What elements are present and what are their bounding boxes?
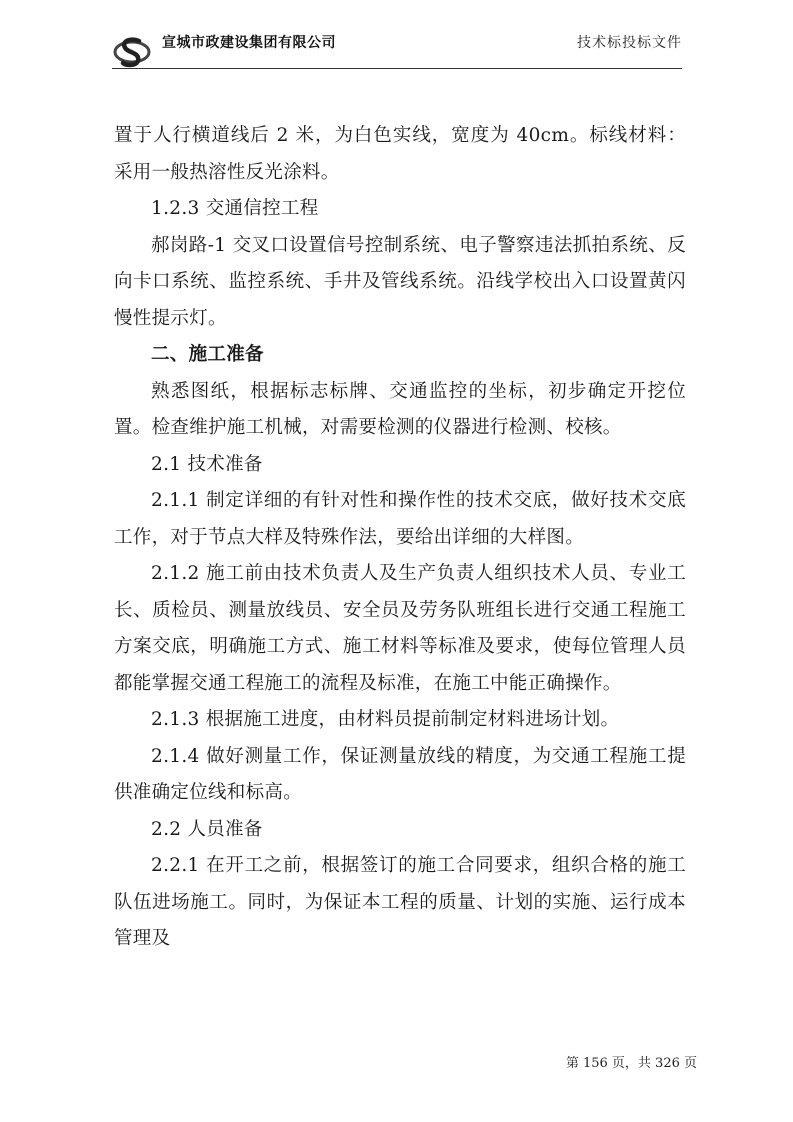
- paragraph: 置于人行横道线后 2 米，为白色实线，宽度为 40cm。标线材料：采用一般热溶性反光涂料。: [114, 125, 686, 183]
- paragraph: 郝岗路-1 交叉口设置信号控制系统、电子警察违法抓拍系统、反向卡口系统、监控系统、手井及管线系统。沿线学校出入口设置黄闪慢性提示灯。: [114, 234, 686, 329]
- paragraph: 2.1.3 根据施工进度，由材料员提前制定材料进场计划。: [151, 709, 620, 730]
- document-type: 技术标投标文件: [577, 35, 682, 51]
- company-logo-s-icon: [112, 32, 152, 72]
- paragraph: 熟悉图纸，根据标志标牌、交通监控的坐标，初步确定开挖位置。检查维护施工机械，对需要检测的仪器进行检测、校核。: [114, 380, 686, 438]
- paragraph: 2.2.1 在开工之前，根据签订的施工合同要求，组织合格的施工队伍进场施工。同时，为保证本工程的质量、计划的实施、运行成本管理及: [114, 855, 686, 949]
- paragraph: 2.1.4 做好测量工作，保证测量放线的精度，为交通工程施工提供准确定位线和标高。: [114, 745, 686, 803]
- paragraph: 2.1.1 制定详细的有针对性和操作性的技术交底，做好技术交底工作，对于节点大样及特殊作法，要给出详细的大样图。: [114, 490, 686, 548]
- company-name: 宣城市政建设集团有限公司: [162, 35, 336, 51]
- body-text: [114, 118, 686, 958]
- section-heading: 2.2 人员准备: [151, 818, 263, 840]
- chapter-heading: 二、施工准备: [151, 344, 264, 365]
- page-number: 第 156 页，共 326 页: [565, 1056, 697, 1071]
- paragraph: 2.1.2 施工前由技术负责人及生产负责人组织技术人员、专业工长、质检员、测量放线员、安全员及劳务队班组长进行交通工程施工方案交底，明确施工方式、施工材料等标准及要求，使每位管理人员都能掌握交通工程施工的流程及标准，在施工中能正确操作。: [114, 563, 686, 694]
- page-header: [112, 28, 682, 68]
- header-divider: [112, 68, 682, 69]
- section-heading: 2.1 技术准备: [151, 453, 263, 475]
- section-heading: 1.2.3 交通信控工程: [151, 198, 319, 219]
